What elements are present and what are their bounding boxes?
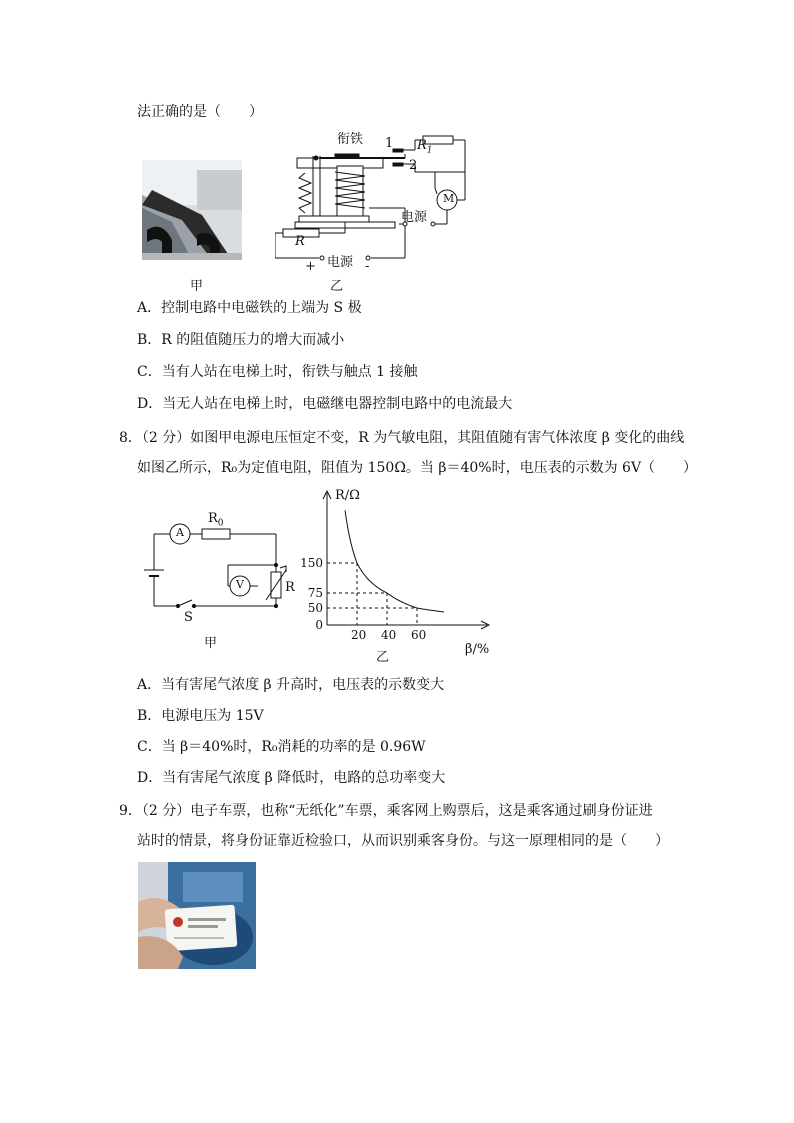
q7-option-d: D．当无人站在电梯上时，电磁继电器控制电路中的电流最大	[137, 396, 513, 412]
chart-label: 乙	[376, 650, 390, 665]
voltmeter-label: V	[236, 578, 244, 591]
y-tick-75: 75	[307, 586, 323, 600]
q9-stem-line1: 9．（2 分）电子车票，也称“无纸化”车票，乘客网上购票后，这是乘客通过刷身份证进	[119, 803, 653, 819]
q8-option-a: A．当有害尾气浓度 β 升高时，电压表的示数变大	[137, 677, 445, 693]
q7-option-b: B．R 的阻值随压力的增大而减小	[137, 332, 345, 348]
r0-label: $R_0$	[208, 511, 224, 529]
power-bottom-label: 电源	[327, 255, 354, 270]
y-tick-50: 50	[307, 601, 323, 615]
q8-option-d: D．当有害尾气浓度 β 降低时，电路的总功率变大	[137, 770, 446, 786]
armature-label: 衔铁	[337, 132, 364, 147]
plus-label: +	[305, 259, 316, 274]
x-tick-40: 40	[381, 628, 397, 642]
q9-stem-line2: 站时的情景，将身份证靠近检验口，从而识别乘客身份。与这一原理相同的是（ ）	[137, 833, 669, 849]
q7-stem-tail: 法正确的是（ ）	[137, 104, 263, 120]
motor-label: M	[443, 192, 455, 205]
gas-resistor-label: R	[285, 580, 295, 595]
q8-stem-line1: 8．（2 分）如图甲电源电压恒定不变，R 为气敏电阻，其阻值随有害气体浓度 β 变化的曲线	[119, 430, 685, 446]
y-tick-150: 150	[300, 556, 323, 570]
fig-jia-label-q8: 甲	[204, 636, 218, 651]
contact-1-label: 1	[385, 136, 394, 151]
q7-option-a: A．控制电路中电磁铁的上端为 S 极	[137, 300, 362, 316]
q8-stem-line2: 如图乙所示，R₀为定值电阻，阻值为 150Ω。当 β＝40%时，电压表的示数为 6V（ ）	[137, 460, 698, 476]
relay-circuit-diagram	[275, 128, 475, 288]
y-axis-label: R/Ω	[335, 488, 360, 503]
ammeter-label: A	[176, 526, 184, 539]
resistance-curve	[345, 510, 444, 612]
q7-option-c: C．当有人站在电梯上时，衔铁与触点 1 接触	[137, 364, 418, 380]
switch-label: S	[184, 610, 193, 625]
id-card-scan-photo	[138, 862, 256, 969]
x-axis-label: β/%	[465, 642, 490, 657]
fig-yi-label: 乙	[330, 279, 344, 294]
minus-label: -	[365, 259, 370, 274]
y-tick-0: 0	[315, 618, 323, 632]
power-right-label: 电源	[401, 210, 428, 225]
q8-option-b: B．电源电压为 15V	[137, 708, 264, 724]
r1-label: $R_1$	[417, 138, 433, 156]
fig-jia-label: 甲	[190, 279, 204, 294]
r-label: R	[295, 234, 305, 249]
q8-option-c: C．当 β＝40%时，R₀消耗的功率的是 0.96W	[137, 739, 426, 755]
gas-sensor-circuit	[140, 510, 305, 650]
escalator-photo	[142, 160, 242, 260]
resistance-concentration-chart	[295, 485, 500, 665]
x-tick-20: 20	[351, 628, 367, 642]
x-tick-60: 60	[411, 628, 427, 642]
contact-2-label: 2	[409, 158, 418, 173]
